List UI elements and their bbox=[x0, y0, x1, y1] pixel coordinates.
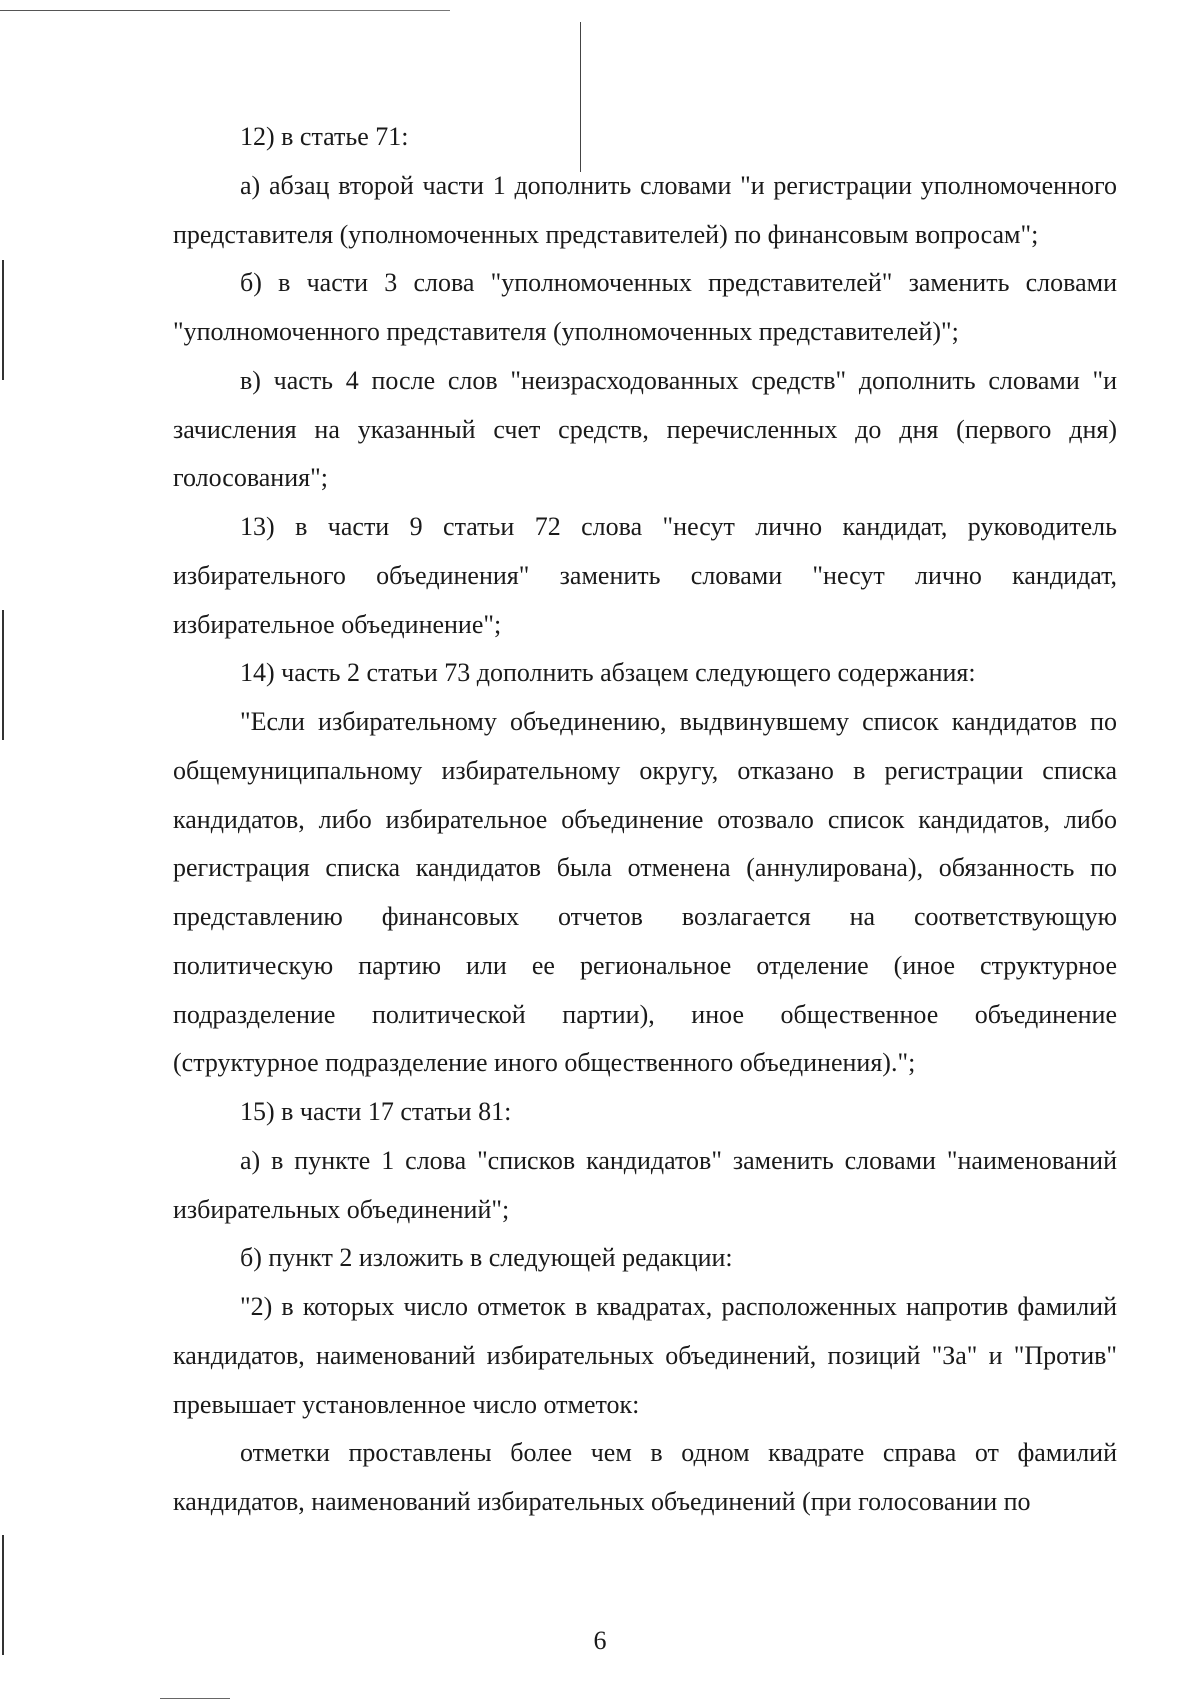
paragraph-item-12c: в) часть 4 после слов "неизрасходованных средств" дополнить словами "и зачисления на указанный счет средств, перечисленных до дня (первого дня) голосования"; bbox=[173, 365, 1117, 493]
paragraph-item-2-redaction: "2) в которых число отметок в квадратах, расположенных напротив фамилий кандидатов, наименований избирательных объединений, позиций "За" и "Против" превышает установленное число отметок: bbox=[173, 1292, 1117, 1419]
scan-artifact-bottom-line bbox=[160, 1698, 230, 1699]
page-number: 6 bbox=[593, 1626, 607, 1655]
scan-artifact-left-edge bbox=[2, 610, 4, 740]
paragraph-item-15b: б) пункт 2 изложить в следующей редакции: bbox=[240, 1243, 733, 1273]
paragraph-item-15a: а) в пункте 1 слова "списков кандидатов" заменить словами "наименований избирательных объединений"; bbox=[173, 1145, 1117, 1224]
paragraph-item-12: 12) в статье 71: bbox=[240, 122, 409, 151]
paragraph-item-13: 13) в части 9 статьи 72 слова "несут лично кандидат, руководитель избирательного объединения" заменить словами "несут лично кандидат, избирательное объединение"; bbox=[173, 512, 1117, 639]
scan-artifact-top-line bbox=[0, 10, 268, 11]
scan-artifact-left-edge bbox=[2, 260, 4, 380]
paragraph-marks-text: отметки проставлены более чем в одном квадрате справа от фамилий кандидатов, наименований избирательных объединений (при голосовании по bbox=[173, 1438, 1117, 1516]
paragraph-item-12a: а) абзац второй части 1 дополнить словами "и регистрации уполномоченного представителя (уполномоченных представителей) по финансовым вопросам"; bbox=[173, 170, 1117, 249]
paragraph-quoted-text: "Если избирательному объединению, выдвинувшему список кандидатов по общемуниципальному избирательному округу, отказано в регистрации списка кандидатов, либо избирательное объединение отозвало список кандидатов, либо регистрация списка кандидатов была отменена (аннулирована), обязанность по представлению финансовых отчетов возлагается на соответствующую политическую партию или ее региональное отделение (иное структурное подразделение политической партии), иное общественное объединение (структурное подразделение иного общественного объединения)."; bbox=[173, 707, 1117, 1078]
paragraph-item-12b: б) в части 3 слова "уполномоченных представителей" заменить словами "уполномоченного представителя (уполномоченных представителей)"; bbox=[173, 268, 1117, 346]
scan-artifact-top-line-2 bbox=[250, 10, 450, 11]
document-body bbox=[173, 113, 1117, 1527]
paragraph-item-14: 14) часть 2 статьи 73 дополнить абзацем следующего содержания: bbox=[240, 658, 976, 688]
paragraph-item-15: 15) в части 17 статьи 81: bbox=[240, 1097, 512, 1126]
